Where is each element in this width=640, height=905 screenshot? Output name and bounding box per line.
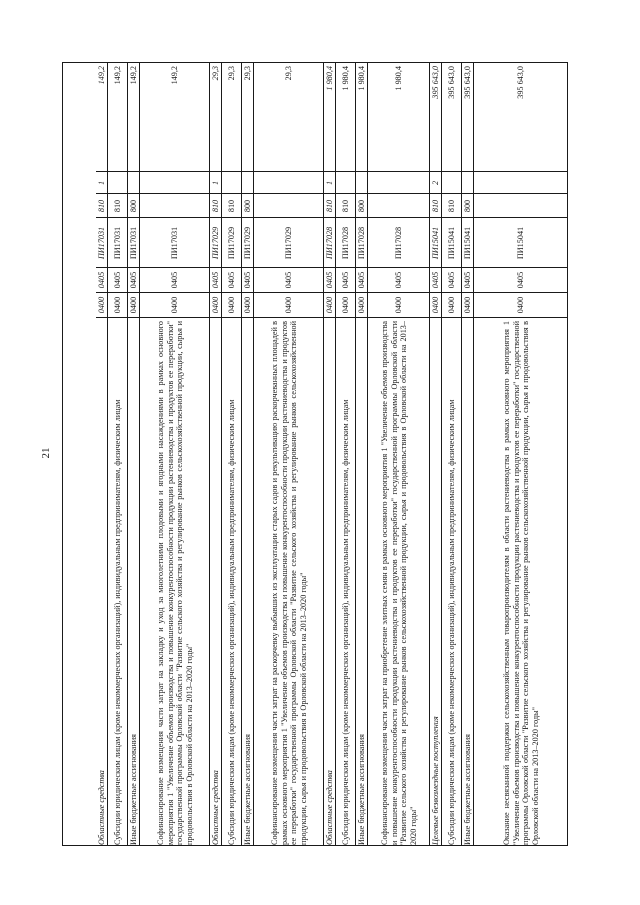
cell-amount — [368, 63, 429, 171]
table-row — [461, 63, 473, 845]
c4-text: 810 — [430, 199, 440, 212]
c4-text: 810 — [112, 199, 122, 212]
cell-amount — [254, 63, 323, 171]
cell-c1 — [140, 292, 209, 317]
cell-c3 — [430, 217, 441, 267]
desc-text: Иные бюджетные ассигнования — [462, 733, 472, 845]
amount-text: 395 643,0 — [462, 66, 472, 99]
cell-c2 — [462, 267, 473, 292]
cell-desc — [222, 317, 241, 847]
cell-c2 — [128, 267, 139, 292]
page-number: 21 — [40, 447, 52, 459]
desc-text: Областные средства — [210, 769, 220, 845]
cell-desc — [474, 317, 567, 847]
cell-desc — [210, 317, 221, 847]
cell-c4 — [128, 193, 139, 217]
cell-c1 — [108, 292, 127, 317]
amount-text: 1 980,4 — [356, 66, 366, 91]
c2-text: 0405 — [324, 271, 334, 289]
amount-text: 1 980,4 — [324, 66, 334, 91]
cell-c3 — [356, 217, 367, 267]
cell-desc — [108, 317, 127, 847]
cell-c1 — [356, 292, 367, 317]
cell-c2 — [222, 267, 241, 292]
cell-amount — [140, 63, 209, 171]
cell-desc — [356, 317, 367, 847]
cell-c4 — [462, 193, 473, 217]
c1-text: 0400 — [446, 296, 456, 314]
cell-c4 — [108, 193, 127, 217]
cell-c1 — [242, 292, 253, 317]
cell-c1 — [324, 292, 335, 317]
amount-text: 1 980,4 — [393, 66, 403, 91]
c2-text: 0405 — [446, 271, 456, 289]
cell-c4 — [210, 193, 221, 217]
cell-c5 — [128, 171, 139, 193]
cell-c3 — [462, 217, 473, 267]
table-row — [441, 63, 461, 845]
cell-amount — [128, 63, 139, 171]
cell-c2 — [210, 267, 221, 292]
c1-text: 0400 — [128, 296, 138, 314]
c3-text: ПИ17028 — [356, 226, 366, 259]
desc-text: Субсидии юридическим лицам (кроме некоммерческих организаций), индивидуальным предпринимателям, физическим лицам — [446, 399, 456, 845]
amount-text: 395 643,0 — [446, 66, 456, 99]
desc-text: Областные средства — [324, 769, 334, 845]
cell-amount — [210, 63, 221, 171]
cell-c4 — [242, 193, 253, 217]
cell-c4 — [356, 193, 367, 217]
c1-text: 0400 — [393, 296, 403, 314]
c5-text: 1 — [324, 180, 334, 185]
cell-amount — [222, 63, 241, 171]
desc-text: Софинансирование возмещения части затрат на раскорчевку выбывших из эксплуатации старых садов и рекультивацию раскорчеванных площадей в рамках основного мероприятия 1 "Увеличение объемов производства и повышение конкурентоспособности продукции растениеводства и продуктов ее переработки" государственной программы Орловской области "Развитие сельского хозяйства и регулирование рынков сельскохозяйственной продукции, сырья и продовольствия в Орловской области на 2013–2020 годы" — [269, 320, 308, 845]
desc-text: Софинансирование возмещения части затрат на закладку и уход за многолетними плодовыми и ягодными насаждениями в рамках основного мероприятия 1 "Увеличение объемов производства и повышение конкурентоспособности продукции растениеводства и продуктов ее переработки" государственной программы Орловской области "Развитие сельского хозяйства и регулирование рынков сельскохозяйственной продукции, сырья и продовольствия в Орловской области на 2013–2020 годы" — [155, 320, 194, 845]
cell-c1 — [222, 292, 241, 317]
c2-text: 0405 — [340, 271, 350, 289]
cell-desc — [140, 317, 209, 847]
c1-text: 0400 — [169, 296, 179, 314]
c5-text: 1 — [210, 180, 220, 185]
cell-c4 — [96, 193, 107, 217]
table-row — [335, 63, 355, 845]
cell-c3 — [108, 217, 127, 267]
desc-text: Иные бюджетные ассигнования — [356, 733, 366, 845]
desc-text: Софинансирование возмещения части затрат на приобретение элитных семян в рамках основного мероприятия 1 "Увеличение объемов производства и повышение конкурентоспособности продукции растениеводства и продуктов ее переработки" государственной программы Орловской области "Развитие сельского хозяйства и регулирование рынков сельскохозяйственной продукции, сырья и продовольствия в Орловской области на 2013–2020 годы" — [379, 320, 418, 845]
cell-c1 — [368, 292, 429, 317]
amount-text: 149,2 — [96, 66, 106, 85]
cell-desc — [242, 317, 253, 847]
c2-text: 0405 — [462, 271, 472, 289]
desc-text: Областные средства — [96, 769, 106, 845]
cell-c1 — [430, 292, 441, 317]
cell-c1 — [474, 292, 567, 317]
cell-c4 — [430, 193, 441, 217]
cell-c3 — [442, 217, 461, 267]
c1-text: 0400 — [462, 296, 472, 314]
cell-c1 — [336, 292, 355, 317]
table-row — [355, 63, 367, 845]
c5-text: 1 — [96, 180, 106, 185]
cell-amount — [430, 63, 441, 171]
c1-text: 0400 — [356, 296, 366, 314]
c3-text: ПИ17031 — [128, 226, 138, 259]
budget-table — [62, 62, 568, 846]
desc-text: Иные бюджетные ассигнования — [128, 733, 138, 845]
cell-desc — [462, 317, 473, 847]
amount-text: 29,3 — [283, 66, 293, 81]
c1-text: 0400 — [324, 296, 334, 314]
amount-text: 395 643,0 — [515, 66, 525, 99]
cell-c3 — [222, 217, 241, 267]
table-row — [127, 63, 139, 845]
cell-c2 — [108, 267, 127, 292]
cell-desc — [336, 317, 355, 847]
cell-c4 — [222, 193, 241, 217]
cell-c3 — [254, 217, 323, 267]
c2-text: 0405 — [515, 271, 525, 289]
c2-text: 0405 — [242, 271, 252, 289]
cell-c2 — [442, 267, 461, 292]
amount-text: 1 980,4 — [340, 66, 350, 91]
cell-c3 — [324, 217, 335, 267]
cell-c1 — [128, 292, 139, 317]
c3-text: ПИ17029 — [283, 226, 293, 259]
cell-desc — [442, 317, 461, 847]
c2-text: 0405 — [283, 271, 293, 289]
c1-text: 0400 — [430, 296, 440, 314]
cell-c3 — [140, 217, 209, 267]
cell-c3 — [474, 217, 567, 267]
desc-text: Субсидии юридическим лицам (кроме некоммерческих организаций), индивидуальным предпринимателям, физическим лицам — [226, 399, 236, 845]
cell-c2 — [356, 267, 367, 292]
c3-text: ПИ17028 — [393, 226, 403, 259]
cell-c1 — [462, 292, 473, 317]
cell-amount — [442, 63, 461, 171]
c2-text: 0405 — [128, 271, 138, 289]
c3-text: ПИ17028 — [324, 226, 334, 259]
c2-text: 0405 — [96, 271, 106, 289]
c3-text: ПИ17029 — [242, 226, 252, 259]
c1-text: 0400 — [112, 296, 122, 314]
cell-c5 — [96, 171, 107, 193]
cell-c5 — [324, 171, 335, 193]
cell-amount — [242, 63, 253, 171]
cell-desc — [368, 317, 429, 847]
c1-text: 0400 — [340, 296, 350, 314]
cell-c3 — [210, 217, 221, 267]
cell-c2 — [324, 267, 335, 292]
c2-text: 0405 — [226, 271, 236, 289]
c4-text: 800 — [356, 199, 366, 212]
c4-text: 810 — [226, 199, 236, 212]
cell-amount — [462, 63, 473, 171]
c2-text: 0405 — [112, 271, 122, 289]
cell-c1 — [254, 292, 323, 317]
cell-c5 — [430, 171, 441, 193]
table-row — [139, 63, 209, 845]
cell-c5 — [222, 171, 241, 193]
table-row — [253, 63, 323, 845]
c3-text: ПИ17029 — [226, 226, 236, 259]
desc-text: Целевые безвозмездные поступления — [430, 715, 440, 845]
c4-text: 810 — [210, 199, 220, 212]
amount-text: 29,3 — [242, 66, 252, 81]
cell-desc — [128, 317, 139, 847]
cell-c1 — [442, 292, 461, 317]
table-row — [323, 63, 335, 845]
cell-c3 — [368, 217, 429, 267]
cell-c5 — [368, 171, 429, 193]
cell-c2 — [140, 267, 209, 292]
table-row — [221, 63, 241, 845]
table-row — [107, 63, 127, 845]
cell-c5 — [356, 171, 367, 193]
c2-text: 0405 — [356, 271, 366, 289]
cell-c4 — [324, 193, 335, 217]
table-row — [241, 63, 253, 845]
c4-text: 800 — [462, 199, 472, 212]
cell-c5 — [442, 171, 461, 193]
c1-text: 0400 — [283, 296, 293, 314]
cell-c5 — [336, 171, 355, 193]
c4-text: 810 — [96, 199, 106, 212]
cell-c5 — [462, 171, 473, 193]
c3-text: ПИ17031 — [112, 226, 122, 259]
c3-text: ПИ15041 — [462, 226, 472, 259]
cell-c4 — [368, 193, 429, 217]
cell-amount — [108, 63, 127, 171]
cell-c1 — [210, 292, 221, 317]
amount-text: 29,3 — [226, 66, 236, 81]
c2-text: 0405 — [210, 271, 220, 289]
c1-text: 0400 — [210, 296, 220, 314]
cell-c1 — [96, 292, 107, 317]
c1-text: 0400 — [242, 296, 252, 314]
amount-text: 149,2 — [112, 66, 122, 85]
cell-c2 — [474, 267, 567, 292]
amount-text: 149,2 — [169, 66, 179, 85]
desc-text: Оказание несвязанной поддержки сельскохозяйственным товаропроизводителям в области растениеводства в рамках основного мероприятия 1 "Увеличение объемов производства и повышение конкурентоспособности продукции растениеводства и продуктов ее переработки" государственной программы Орловской области "Развитие сельского хозяйства и регулирование рынков сельскохозяйственной продукции, сырья и продовольствия в Орловской области на 2013–2020 годы" — [501, 320, 540, 845]
amount-text: 29,3 — [210, 66, 220, 81]
cell-desc — [324, 317, 335, 847]
desc-text: Субсидии юридическим лицам (кроме некоммерческих организаций), индивидуальным предпринимателям, физическим лицам — [112, 399, 122, 845]
desc-text: Иные бюджетные ассигнования — [242, 733, 252, 845]
c2-text: 0405 — [393, 271, 403, 289]
amount-text: 395 643,0 — [430, 66, 440, 99]
cell-c2 — [96, 267, 107, 292]
table-row — [367, 63, 429, 845]
cell-c5 — [242, 171, 253, 193]
cell-c3 — [336, 217, 355, 267]
cell-c3 — [128, 217, 139, 267]
table-row — [209, 63, 221, 845]
cell-amount — [356, 63, 367, 171]
c3-text: ПИ17029 — [210, 226, 220, 259]
c3-text: ПИ15041 — [430, 226, 440, 259]
cell-c2 — [336, 267, 355, 292]
c2-text: 0405 — [169, 271, 179, 289]
c3-text: ПИ17031 — [169, 226, 179, 259]
cell-c2 — [368, 267, 429, 292]
cell-desc — [430, 317, 441, 847]
cell-amount — [324, 63, 335, 171]
c3-text: ПИ17028 — [340, 226, 350, 259]
table-row — [473, 63, 567, 845]
c4-text: 810 — [340, 199, 350, 212]
cell-c2 — [430, 267, 441, 292]
c2-text: 0405 — [430, 271, 440, 289]
c4-text: 800 — [128, 199, 138, 212]
c5-text: 2 — [430, 180, 440, 185]
c3-text: ПИ17031 — [96, 226, 106, 259]
cell-c5 — [254, 171, 323, 193]
cell-c4 — [442, 193, 461, 217]
cell-amount — [96, 63, 107, 171]
cell-c4 — [474, 193, 567, 217]
table-row — [96, 63, 107, 845]
c3-text: ПИ15041 — [446, 226, 456, 259]
c1-text: 0400 — [96, 296, 106, 314]
cell-c2 — [254, 267, 323, 292]
cell-desc — [96, 317, 107, 847]
c1-text: 0400 — [515, 296, 525, 314]
cell-amount — [336, 63, 355, 171]
cell-c5 — [474, 171, 567, 193]
c4-text: 800 — [242, 199, 252, 212]
cell-c2 — [242, 267, 253, 292]
c3-text: ПИ15041 — [515, 226, 525, 259]
c4-text: 810 — [324, 199, 334, 212]
cell-c5 — [140, 171, 209, 193]
cell-c5 — [108, 171, 127, 193]
cell-c4 — [336, 193, 355, 217]
cell-amount — [474, 63, 567, 171]
cell-c3 — [96, 217, 107, 267]
cell-c5 — [210, 171, 221, 193]
cell-c4 — [140, 193, 209, 217]
desc-text: Субсидии юридическим лицам (кроме некоммерческих организаций), индивидуальным предпринимателям, физическим лицам — [340, 399, 350, 845]
c4-text: 810 — [446, 199, 456, 212]
c1-text: 0400 — [226, 296, 236, 314]
cell-c3 — [242, 217, 253, 267]
table-row — [429, 63, 441, 845]
cell-desc — [254, 317, 323, 847]
cell-c4 — [254, 193, 323, 217]
amount-text: 149,2 — [128, 66, 138, 85]
